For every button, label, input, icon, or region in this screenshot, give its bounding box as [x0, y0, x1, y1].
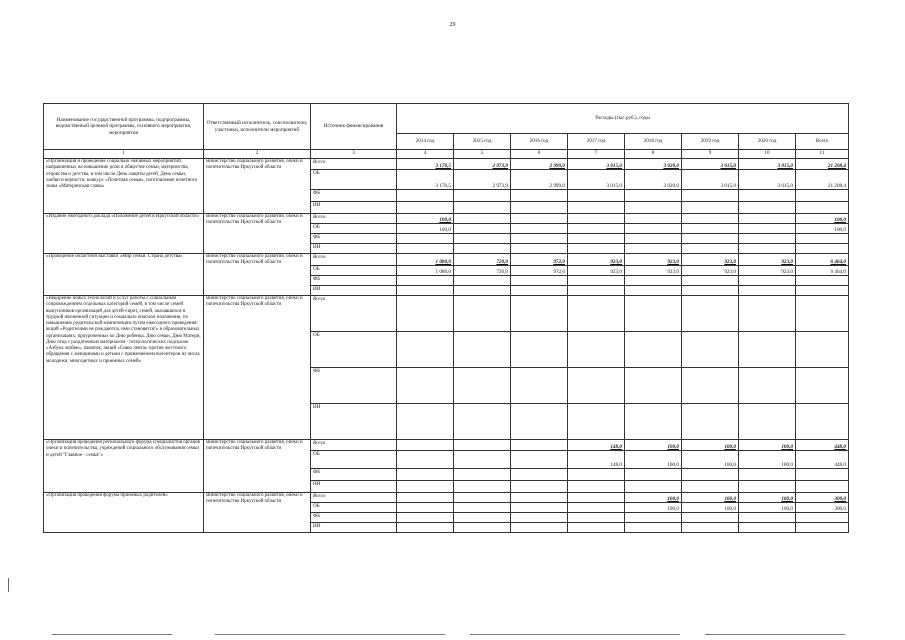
- empty-value: [796, 513, 849, 523]
- ob-value: [511, 332, 568, 368]
- column-number: 11: [796, 150, 849, 159]
- total-value-text: 6 464,0: [830, 258, 847, 265]
- total-value-text: 972,0: [553, 258, 565, 265]
- empty-value: [625, 523, 682, 533]
- ob-value: [568, 503, 625, 513]
- empty-value: [796, 368, 849, 404]
- total-value-text: 3 170,5: [435, 162, 451, 169]
- column-number: 2: [204, 150, 311, 159]
- activity-name: «Издание ежегодного доклада «Положение детей в Иркутской области»: [44, 214, 204, 254]
- total-value: [568, 159, 625, 170]
- column-number: 7: [568, 150, 625, 159]
- header-year: 2020 год: [739, 134, 796, 150]
- empty-value: [796, 404, 849, 440]
- scan-artifact-line: [52, 634, 172, 635]
- empty-value: [739, 286, 796, 296]
- funding-source-label: ФБ: [311, 368, 397, 404]
- ob-value: [397, 451, 454, 469]
- total-value-text: 100,0: [834, 216, 847, 223]
- empty-value: [682, 190, 739, 202]
- funding-source-label: Всего: [311, 214, 397, 224]
- total-value: [511, 254, 568, 266]
- empty-value: [682, 244, 739, 254]
- empty-value: [454, 469, 511, 481]
- empty-value: [454, 286, 511, 296]
- empty-value: [454, 481, 511, 493]
- total-value: [511, 440, 568, 451]
- total-value: [511, 296, 568, 332]
- empty-value: [682, 276, 739, 286]
- ob-value: 100,0: [739, 503, 796, 513]
- empty-value: [511, 404, 568, 440]
- empty-value: [625, 404, 682, 440]
- empty-value: [397, 190, 454, 202]
- total-value: [454, 493, 511, 503]
- funding-source-label: Всего: [311, 440, 397, 451]
- funding-source-label: ОБ: [311, 170, 397, 190]
- total-value: [682, 440, 739, 451]
- header-year: 2017 год: [568, 134, 625, 150]
- empty-value: [796, 286, 849, 296]
- empty-value: [454, 202, 511, 214]
- total-value: [625, 214, 682, 224]
- total-value-text: 100,0: [439, 216, 451, 223]
- total-value: [397, 214, 454, 224]
- ob-value: 100,0: [739, 451, 796, 469]
- funding-source-label: ИИ: [311, 481, 397, 493]
- ob-value: 923,0: [682, 266, 739, 276]
- ob-value: 923,0: [568, 266, 625, 276]
- total-value: [796, 440, 849, 451]
- empty-value: [511, 513, 568, 523]
- activity-name: «Организация проведения регионального форума специалистов органов опеки и попечительства, учреждений социального обслуживания семьи и детей "Главное - семья"»: [44, 440, 204, 493]
- ob-value: 148,0: [568, 451, 625, 469]
- ob-value: 2 973,9: [454, 170, 511, 190]
- total-value: [625, 493, 682, 503]
- total-value: [739, 254, 796, 266]
- ob-value: 3 020,0: [625, 170, 682, 190]
- ob-value: [739, 332, 796, 368]
- total-value: [682, 214, 739, 224]
- ob-value: 100,0: [625, 451, 682, 469]
- empty-value: [739, 190, 796, 202]
- empty-value: [511, 190, 568, 202]
- total-value-text: 923,0: [781, 258, 793, 265]
- ob-value: [739, 224, 796, 234]
- empty-value: [682, 368, 739, 404]
- ob-value: 300,0: [796, 503, 849, 513]
- empty-value: [739, 404, 796, 440]
- ob-value: 923,0: [739, 266, 796, 276]
- empty-value: [454, 190, 511, 202]
- empty-value: [511, 368, 568, 404]
- total-value: [682, 493, 739, 503]
- funding-source-label: ИИ: [311, 202, 397, 214]
- funding-source-label: Всего: [311, 493, 397, 503]
- ob-value: 100,0: [682, 451, 739, 469]
- activity-name: «Проведение областной выставки «Мир семьи. Страна детства»: [44, 254, 204, 296]
- total-value-text: 2 973,9: [492, 162, 508, 169]
- ob-value: 100,0: [682, 503, 739, 513]
- empty-value: [454, 234, 511, 244]
- empty-value: [568, 469, 625, 481]
- total-value-text: 1 080,0: [435, 258, 451, 265]
- total-value: [454, 440, 511, 451]
- empty-value: [796, 276, 849, 286]
- table-row: [44, 214, 849, 224]
- ob-value: [568, 224, 625, 234]
- activity-name: «Организация и проведение социально значимых мероприятий, направленных на повышение роли в обществе семьи, материнства, отцовства и детства, в том числе День защиты детей, День семьи, любви и верности, конкурс «Почетная семья», изготовление почетного знака «Материнская слава»: [44, 159, 204, 214]
- funding-source-label: ОБ: [311, 503, 397, 513]
- total-value: [568, 440, 625, 451]
- header-program-name: Наименование государственной программы, подпрограммы, ведомственной целевой программы, основного мероприятия, мероприятия: [44, 104, 204, 150]
- ob-value: [682, 332, 739, 368]
- funding-source-label: ФБ: [311, 190, 397, 202]
- empty-value: [796, 234, 849, 244]
- funding-source-label: ФБ: [311, 234, 397, 244]
- responsible-executor: министерство социального развития, опеки и попечительства Иркутской области: [204, 254, 311, 296]
- total-value: [568, 493, 625, 503]
- header-expenses: Расходы (тыс.руб.), годы: [397, 104, 849, 134]
- empty-value: [682, 481, 739, 493]
- header-funding-source: Источник финансирования: [311, 104, 397, 150]
- empty-value: [511, 234, 568, 244]
- funding-source-label: Всего: [311, 254, 397, 266]
- table-row: [44, 296, 849, 332]
- total-value-text: 448,0: [834, 443, 847, 450]
- total-value: [796, 296, 849, 332]
- empty-value: [568, 513, 625, 523]
- total-value: [796, 214, 849, 224]
- ob-value: 1 080,0: [397, 266, 454, 276]
- ob-value: [511, 503, 568, 513]
- total-value: [796, 159, 849, 170]
- empty-value: [397, 523, 454, 533]
- ob-value: 21 208,4: [796, 170, 849, 190]
- empty-value: [397, 368, 454, 404]
- ob-value: [568, 332, 625, 368]
- empty-value: [625, 286, 682, 296]
- empty-value: [568, 286, 625, 296]
- empty-value: [568, 523, 625, 533]
- empty-value: [511, 202, 568, 214]
- responsible-executor: министерство социального развития, опеки и попечительства Иркутской области: [204, 214, 311, 254]
- funding-source-label: ИИ: [311, 523, 397, 533]
- total-value: [568, 296, 625, 332]
- ob-value: 2 999,0: [511, 170, 568, 190]
- empty-value: [796, 202, 849, 214]
- empty-value: [454, 513, 511, 523]
- total-value: [739, 214, 796, 224]
- empty-value: [397, 513, 454, 523]
- header-year: 2015 год: [454, 134, 511, 150]
- total-value-text: 720,0: [496, 258, 508, 265]
- empty-value: [739, 244, 796, 254]
- empty-value: [796, 190, 849, 202]
- total-value: [739, 296, 796, 332]
- responsible-executor: министерство социального развития, опеки и попечительства Иркутской области: [204, 159, 311, 214]
- scan-artifact-line: [470, 634, 680, 635]
- responsible-executor: министерство социального развития, опеки и попечительства Иркутской области: [204, 493, 311, 533]
- funding-source-label: Всего: [311, 296, 397, 332]
- empty-value: [796, 244, 849, 254]
- total-value: [682, 296, 739, 332]
- total-value-text: 100,0: [667, 495, 679, 502]
- empty-value: [568, 202, 625, 214]
- column-number: 1: [44, 150, 204, 159]
- table-row: [44, 254, 849, 266]
- funding-source-label: Всего: [311, 159, 397, 170]
- column-number: 8: [625, 150, 682, 159]
- empty-value: [625, 244, 682, 254]
- empty-value: [397, 276, 454, 286]
- total-value-text: 148,0: [610, 443, 622, 450]
- header-year: 2018 год: [625, 134, 682, 150]
- ob-value: 100,0: [796, 224, 849, 234]
- empty-value: [568, 234, 625, 244]
- empty-value: [682, 234, 739, 244]
- empty-value: [682, 513, 739, 523]
- header-year: 2016 год: [511, 134, 568, 150]
- funding-source-label: ФБ: [311, 469, 397, 481]
- funding-source-label: ФБ: [311, 276, 397, 286]
- empty-value: [397, 404, 454, 440]
- header-year: 2014 год: [397, 134, 454, 150]
- funding-source-label: ИИ: [311, 244, 397, 254]
- total-value: [625, 159, 682, 170]
- total-value: [454, 254, 511, 266]
- empty-value: [397, 481, 454, 493]
- header-executor: Ответственный исполнитель, соисполнители, участники, исполнители мероприятий: [204, 104, 311, 150]
- header-year: Всего: [796, 134, 849, 150]
- empty-value: [454, 244, 511, 254]
- empty-value: [454, 276, 511, 286]
- total-value: [739, 493, 796, 503]
- funding-source-label: ФБ: [311, 513, 397, 523]
- total-value: [625, 296, 682, 332]
- scan-artifact-mark: [8, 578, 9, 592]
- ob-value: [454, 224, 511, 234]
- funding-source-label: ОБ: [311, 332, 397, 368]
- empty-value: [682, 404, 739, 440]
- empty-value: [511, 286, 568, 296]
- empty-value: [511, 244, 568, 254]
- empty-value: [511, 481, 568, 493]
- total-value-text: 923,0: [667, 258, 679, 265]
- ob-value: 3 015,0: [568, 170, 625, 190]
- empty-value: [739, 202, 796, 214]
- empty-value: [397, 202, 454, 214]
- empty-value: [796, 481, 849, 493]
- total-value-text: 2 999,0: [549, 162, 565, 169]
- ob-value: [511, 224, 568, 234]
- ob-value: [454, 332, 511, 368]
- total-value: [796, 493, 849, 503]
- total-value: [682, 159, 739, 170]
- empty-value: [625, 513, 682, 523]
- empty-value: [625, 481, 682, 493]
- funding-source-label: ОБ: [311, 224, 397, 234]
- table-row: [44, 493, 849, 503]
- empty-value: [454, 368, 511, 404]
- total-value: [454, 296, 511, 332]
- column-number: 9: [682, 150, 739, 159]
- total-value: [625, 254, 682, 266]
- empty-value: [739, 234, 796, 244]
- total-value: [625, 440, 682, 451]
- ob-value: 720,0: [454, 266, 511, 276]
- empty-value: [739, 276, 796, 286]
- empty-value: [739, 523, 796, 533]
- total-value-text: 100,0: [724, 495, 736, 502]
- empty-value: [682, 469, 739, 481]
- total-value-text: 100,0: [781, 495, 793, 502]
- ob-value: 972,0: [511, 266, 568, 276]
- column-number: 3: [311, 150, 397, 159]
- total-value: [397, 159, 454, 170]
- funding-source-label: ИИ: [311, 404, 397, 440]
- empty-value: [625, 190, 682, 202]
- total-value: [511, 214, 568, 224]
- header-year: 2019 год: [682, 134, 739, 150]
- column-number: 4: [397, 150, 454, 159]
- total-value: [739, 440, 796, 451]
- empty-value: [511, 276, 568, 286]
- total-value: [511, 159, 568, 170]
- empty-value: [739, 481, 796, 493]
- ob-value: 100,0: [397, 224, 454, 234]
- total-value-text: 3 020,0: [663, 162, 679, 169]
- empty-value: [625, 368, 682, 404]
- responsible-executor: министерство социального развития, опеки и попечительства Иркутской области: [204, 296, 311, 440]
- empty-value: [568, 244, 625, 254]
- ob-value: [397, 503, 454, 513]
- empty-value: [796, 469, 849, 481]
- column-number: 5: [454, 150, 511, 159]
- empty-value: [454, 523, 511, 533]
- empty-value: [397, 244, 454, 254]
- ob-value: 6 464,0: [796, 266, 849, 276]
- total-value-text: 923,0: [724, 258, 736, 265]
- budget-table: [43, 103, 849, 533]
- total-value: [454, 159, 511, 170]
- column-number: 6: [511, 150, 568, 159]
- empty-value: [625, 469, 682, 481]
- funding-source-label: ИИ: [311, 286, 397, 296]
- empty-value: [397, 234, 454, 244]
- total-value-text: 21 208,4: [827, 162, 847, 169]
- empty-value: [568, 368, 625, 404]
- empty-value: [625, 276, 682, 286]
- funding-source-label: ОБ: [311, 451, 397, 469]
- ob-value: [454, 503, 511, 513]
- total-value: [682, 254, 739, 266]
- responsible-executor: министерство социального развития, опеки и попечительства Иркутской области: [204, 440, 311, 493]
- table-row: [44, 159, 849, 170]
- total-value: [511, 493, 568, 503]
- empty-value: [397, 469, 454, 481]
- empty-value: [682, 202, 739, 214]
- empty-value: [568, 404, 625, 440]
- empty-value: [568, 481, 625, 493]
- empty-value: [625, 234, 682, 244]
- empty-value: [511, 523, 568, 533]
- table-row: [44, 440, 849, 451]
- page-number: 29: [449, 22, 456, 28]
- ob-value: [625, 224, 682, 234]
- ob-value: 448,0: [796, 451, 849, 469]
- total-value-text: 100,0: [724, 443, 736, 450]
- funding-source-label: ОБ: [311, 266, 397, 276]
- empty-value: [568, 190, 625, 202]
- total-value: [397, 493, 454, 503]
- ob-value: [397, 332, 454, 368]
- empty-value: [511, 469, 568, 481]
- ob-value: [796, 332, 849, 368]
- empty-value: [739, 513, 796, 523]
- ob-value: 923,0: [625, 266, 682, 276]
- total-value: [568, 254, 625, 266]
- total-value: [397, 296, 454, 332]
- activity-name: «Внедрение новых технологий и услуг работы с социальным сопровождением отдельных категорий семей, в том числе семей выпускников организаций для детей-сирот, семей, оказавшихся в трудной жизненной ситуации и социально опасном положении, по повышению родительской компетенции путем ежегодного проведения: акций «Родителями не рождаются, ими становятся!» в образовательных организациях, приуроченных ко Дню ребенка, Дню семьи, Дню Матери, Дню отца с раздаточным материалом - психологических подсказок «Азбука любви», памяток, акций «Сияю лента» против жестокого обращения с женщинами и детьми с привлечением волонтеров из числа молодежи, многодетных и приемных семей»: [44, 296, 204, 440]
- total-value-text: 300,0: [834, 495, 847, 502]
- ob-value: [682, 224, 739, 234]
- empty-value: [796, 523, 849, 533]
- scan-artifact-line: [215, 634, 445, 635]
- empty-value: [397, 286, 454, 296]
- empty-value: [739, 368, 796, 404]
- total-value: [397, 440, 454, 451]
- activity-name: «Организация проведения форума приемных родителей»: [44, 493, 204, 533]
- empty-value: [568, 276, 625, 286]
- ob-value: 3 170,5: [397, 170, 454, 190]
- total-value-text: 3 015,0: [720, 162, 736, 169]
- total-value-text: 3 015,0: [777, 162, 793, 169]
- column-number: 10: [739, 150, 796, 159]
- total-value-text: 923,0: [610, 258, 622, 265]
- total-value-text: 100,0: [781, 443, 793, 450]
- ob-value: 3 015,0: [739, 170, 796, 190]
- total-value: [796, 254, 849, 266]
- total-value: [454, 214, 511, 224]
- total-value: [397, 254, 454, 266]
- ob-value: 3 015,0: [682, 170, 739, 190]
- total-value: [568, 214, 625, 224]
- empty-value: [682, 286, 739, 296]
- empty-value: [625, 202, 682, 214]
- empty-value: [454, 404, 511, 440]
- ob-value: [454, 451, 511, 469]
- total-value-text: 3 015,0: [606, 162, 622, 169]
- ob-value: [511, 451, 568, 469]
- ob-value: 100,0: [625, 503, 682, 513]
- empty-value: [739, 469, 796, 481]
- scan-artifact-line: [705, 634, 845, 635]
- ob-value: [625, 332, 682, 368]
- total-value: [739, 159, 796, 170]
- total-value-text: 100,0: [667, 443, 679, 450]
- empty-value: [682, 523, 739, 533]
